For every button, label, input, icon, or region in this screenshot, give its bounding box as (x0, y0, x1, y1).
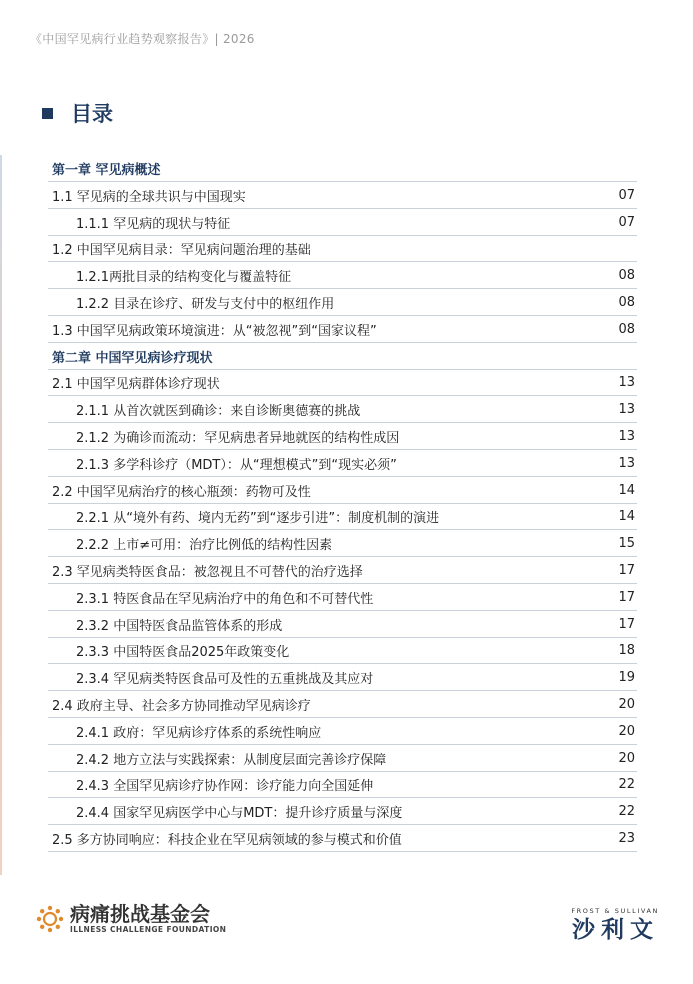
toc-entry-title: 1.2.2 目录在诊疗、研发与支付中的枢纽作用 (76, 297, 335, 312)
toc-entry-row[interactable] (0, 825, 693, 852)
toc-entry-title: 2.3 罕见病类特医食品：被忽视且不可替代的治疗选择 (52, 565, 363, 580)
toc-chapter-row[interactable] (0, 343, 693, 370)
toc-page-number: 22 (618, 777, 635, 793)
toc-entry-title: 2.4.2 地方立法与实践探索：从制度层面完善诊疗保障 (76, 752, 387, 768)
toc-page-number: 18 (618, 643, 635, 659)
toc-entry-title: 1.3 中国罕见病政策环境演进：从“被忽视”到“国家议程” (52, 323, 377, 339)
toc-page-number: 17 (618, 616, 635, 632)
toc-entry-row[interactable] (0, 611, 693, 638)
report-header: 《中国罕见病行业趋势观察报告》| 2026 (30, 32, 255, 46)
toc-page-number: 08 (618, 295, 635, 310)
toc-page-number: 13 (618, 402, 635, 418)
toc-entry-title: 2.1 中国罕见病群体诊疗现状 (52, 377, 220, 393)
toc-entry-row[interactable] (0, 235, 693, 262)
toc-entry-title: 1.1.1 罕见病的现状与特征 (76, 216, 231, 232)
toc-entry-row[interactable] (0, 637, 693, 664)
toc-entry-title: 2.4.4 国家罕见病医学中心与MDT：提升诊疗质量与深度 (76, 806, 403, 822)
toc-entry-title: 2.1.3 多学科诊疗（MDT）：从“理想模式”到“现实必须” (76, 457, 397, 473)
toc-page-number: 15 (618, 536, 635, 552)
toc-page-number: 20 (618, 723, 635, 739)
toc-page-number: 20 (618, 750, 635, 766)
toc-entry-title: 2.2.1 从“境外有药、境内无药”到“逐步引进”：制度机制的演进 (76, 511, 440, 527)
toc-entry-row[interactable] (0, 262, 693, 289)
toc-page-number: 19 (618, 670, 635, 686)
illness-challenge-foundation-logo (36, 903, 226, 935)
toc-page-number: 08 (618, 321, 635, 337)
toc-entry-row[interactable] (0, 423, 693, 450)
toc-entry-row[interactable] (0, 209, 693, 236)
frost-sullivan-logo (571, 906, 659, 944)
toc-page-number: 14 (618, 509, 635, 525)
toc-page-number: 08 (618, 268, 635, 284)
square-bullet-icon (42, 108, 53, 119)
sun-logo-icon (36, 905, 64, 933)
toc-page-number: 14 (618, 482, 635, 498)
toc-entry-row[interactable] (0, 450, 693, 477)
toc-entry-row[interactable] (0, 798, 693, 825)
toc-entry-row[interactable] (0, 745, 693, 772)
toc-page-number: 22 (618, 804, 635, 820)
toc-page-number: 13 (618, 375, 635, 391)
toc-entry-row[interactable] (0, 584, 693, 611)
toc-entry-row[interactable] (0, 182, 693, 209)
toc-entry-row[interactable] (0, 503, 693, 530)
toc-page-number: 17 (618, 563, 635, 578)
toc-divider (48, 851, 637, 852)
toc-entry-title: 2.2 中国罕见病治疗的核心瓶颈：药物可及性 (52, 484, 311, 500)
toc-entry-title: 2.3.2 中国特医食品监管体系的形成 (76, 618, 283, 634)
toc-page-number: 07 (618, 187, 635, 203)
toc-entry-title: 2.5 多方协同响应：科技企业在罕见病领域的参与模式和价值 (52, 833, 402, 848)
toc-entry-row[interactable] (0, 396, 693, 423)
toc-entry-title: 1.2.1两批目录的结构变化与覆盖特征 (76, 270, 292, 286)
toc-entry-row[interactable] (0, 771, 693, 798)
toc-page-number: 17 (618, 589, 635, 605)
toc-entry-title: 2.3.1 特医食品在罕见病治疗中的角色和不可替代性 (76, 591, 374, 607)
toc-page-number: 23 (618, 831, 635, 846)
toc-entry-row[interactable] (0, 691, 693, 718)
toc-entry-row[interactable] (0, 316, 693, 343)
foundation-name-cn: 病痛挑战基金会 (70, 902, 210, 926)
toc-chapter-row[interactable] (0, 155, 693, 182)
toc-entry-title: 2.3.3 中国特医食品2025年政策变化 (76, 645, 290, 661)
toc-entry-title: 2.4 政府主导、社会多方协同推动罕见病诊疗 (52, 699, 311, 714)
toc-entry-title: 2.2.2 上市≠可用：治疗比例低的结构性因素 (76, 538, 333, 554)
chapter-title: 第二章 中国罕见病诊疗现状 (52, 350, 213, 366)
toc-entry-row[interactable] (0, 289, 693, 316)
toc-entry-title: 2.1.2 为确诊而流动：罕见病患者异地就医的结构性成因 (76, 431, 400, 446)
toc-entry-title: 2.4.1 政府：罕见病诊疗体系的系统性响应 (76, 725, 322, 741)
toc-title: 目录 (71, 102, 113, 126)
chapter-title: 第一章 罕见病概述 (52, 163, 161, 178)
frost-sullivan-name-en: FROST & SULLIVAN (571, 907, 659, 915)
toc-entry-title: 1.1 罕见病的全球共识与中国现实 (52, 189, 246, 205)
toc-entry-row[interactable] (0, 369, 693, 396)
foundation-name-en: ILLNESS CHALLENGE FOUNDATION (70, 925, 227, 934)
toc-page-number: 13 (618, 455, 635, 471)
toc-page-number: 13 (618, 429, 635, 444)
toc-entry-row[interactable] (0, 557, 693, 584)
toc-entry-row[interactable] (0, 530, 693, 557)
toc-page-number: 07 (618, 214, 635, 230)
toc-entry-row[interactable] (0, 664, 693, 691)
toc-entry-row[interactable] (0, 477, 693, 504)
toc-page-number: 20 (618, 697, 635, 712)
toc-entry-title: 2.1.1 从首次就医到确诊：来自诊断奥德赛的挑战 (76, 404, 361, 420)
toc-entry-title: 2.3.4 罕见病类特医食品可及性的五重挑战及其应对 (76, 672, 374, 688)
toc-entry-row[interactable] (0, 718, 693, 745)
toc-entry-title: 2.4.3 全国罕见病诊疗协作网：诊疗能力向全国延伸 (76, 779, 374, 795)
frost-sullivan-name-cn: 沙利文 (572, 917, 659, 943)
toc-heading (42, 98, 113, 128)
toc-entry-title: 1.2 中国罕见病目录：罕见病问题治理的基础 (52, 243, 311, 259)
